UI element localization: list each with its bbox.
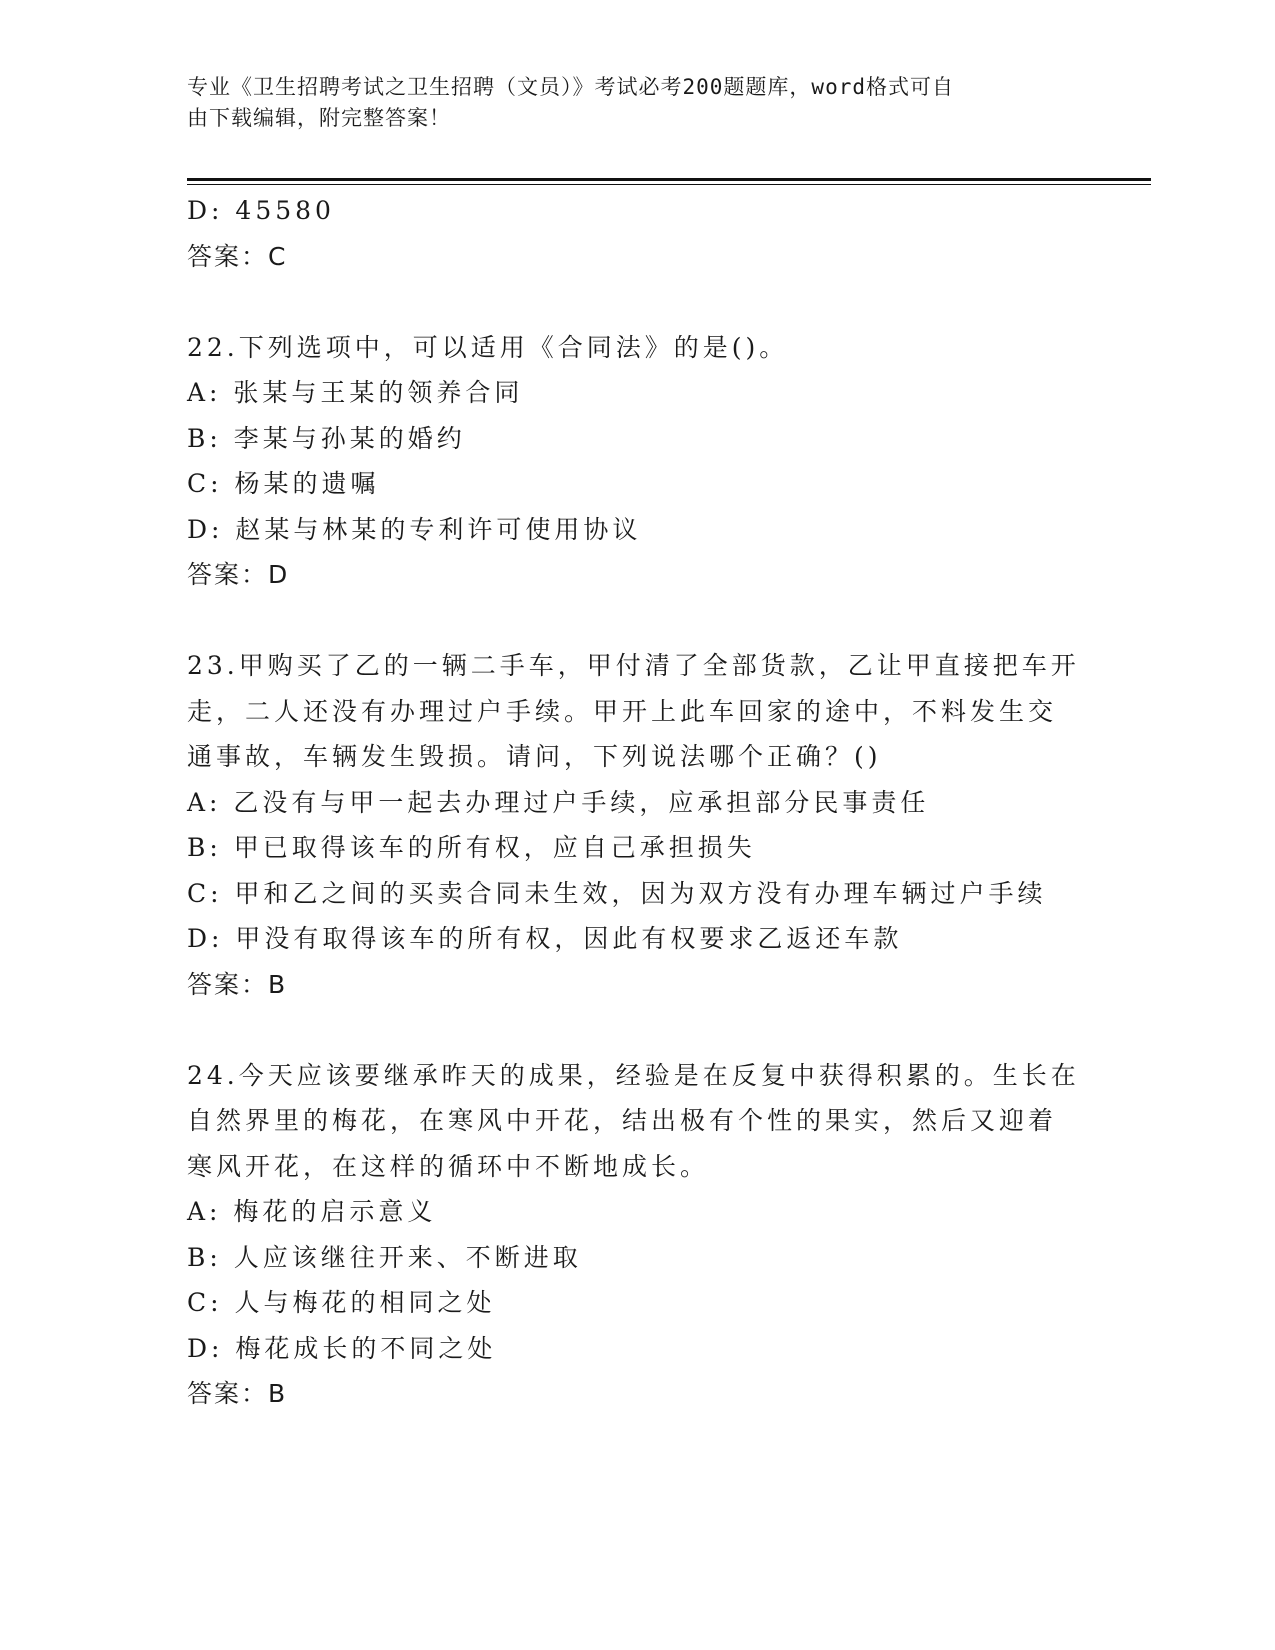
question-22 — [187, 325, 1087, 598]
page-header — [187, 72, 1067, 134]
spacer — [187, 1007, 1087, 1053]
prev-question-tail — [187, 188, 1087, 279]
answer-line: 答案：D — [187, 560, 290, 589]
question-stem-line-3: 寒风开花，在这样的循环中不断地成长。 — [187, 1151, 710, 1181]
option-c: C: 杨某的遗嘱 — [187, 469, 380, 498]
question-24 — [187, 1053, 1087, 1417]
question-list — [187, 188, 1087, 1417]
question-23 — [187, 643, 1087, 1007]
question-stem-line-1: 24.今天应该要继承昨天的成果，经验是在反复中获得积累的。生长在 — [187, 1060, 1080, 1090]
header-rule-thick — [187, 178, 1151, 181]
answer-line: 答案：B — [187, 1379, 288, 1408]
question-stem-line-3: 通事故，车辆发生毁损。请问，下列说法哪个正确？() — [187, 742, 882, 771]
answer-line: 答案：C — [187, 241, 288, 271]
spacer — [187, 279, 1087, 325]
question-stem-line-1: 23.甲购买了乙的一辆二手车，甲付清了全部货款，乙让甲直接把车开 — [187, 651, 1080, 680]
option-b: B: 李某与孙某的婚约 — [187, 423, 466, 453]
spacer — [187, 598, 1087, 644]
option-c: C: 甲和乙之间的买卖合同未生效，因为双方没有办理车辆过户手续 — [187, 878, 1047, 908]
option-b: B: 人应该继往开来、不断进取 — [187, 1242, 582, 1272]
header-line-1: 专业《卫生招聘考试之卫生招聘（文员）》考试必考200题题库，word格式可自 — [187, 75, 954, 99]
question-stem-line-2: 自然界里的梅花，在寒风中开花，结出极有个性的果实，然后又迎着 — [187, 1106, 1058, 1135]
header-line-2: 由下载编辑，附完整答案！ — [187, 106, 451, 130]
header-rule-thin — [187, 184, 1151, 185]
question-stem-line-2: 走，二人还没有办理过户手续。甲开上此车回家的途中，不料发生交 — [187, 696, 1058, 726]
option-a: A: 梅花的启示意义 — [187, 1197, 437, 1226]
answer-line: 答案：B — [187, 969, 288, 999]
option-a: A: 乙没有与甲一起去办理过户手续，应承担部分民事责任 — [187, 787, 930, 817]
option-d: D: 梅花成长的不同之处 — [187, 1333, 497, 1363]
option-d: D: 45580 — [187, 196, 335, 225]
question-stem: 22.下列选项中，可以适用《合同法》的是()。 — [187, 332, 789, 362]
option-d: D: 赵某与林某的专利许可使用协议 — [187, 514, 642, 544]
option-c: C: 人与梅花的相同之处 — [187, 1288, 496, 1317]
option-d: D: 甲没有取得该车的所有权，因此有权要求乙返还车款 — [187, 924, 903, 953]
option-a: A: 张某与王某的领养合同 — [187, 378, 524, 407]
option-b: B: 甲已取得该车的所有权，应自己承担损失 — [187, 833, 756, 862]
